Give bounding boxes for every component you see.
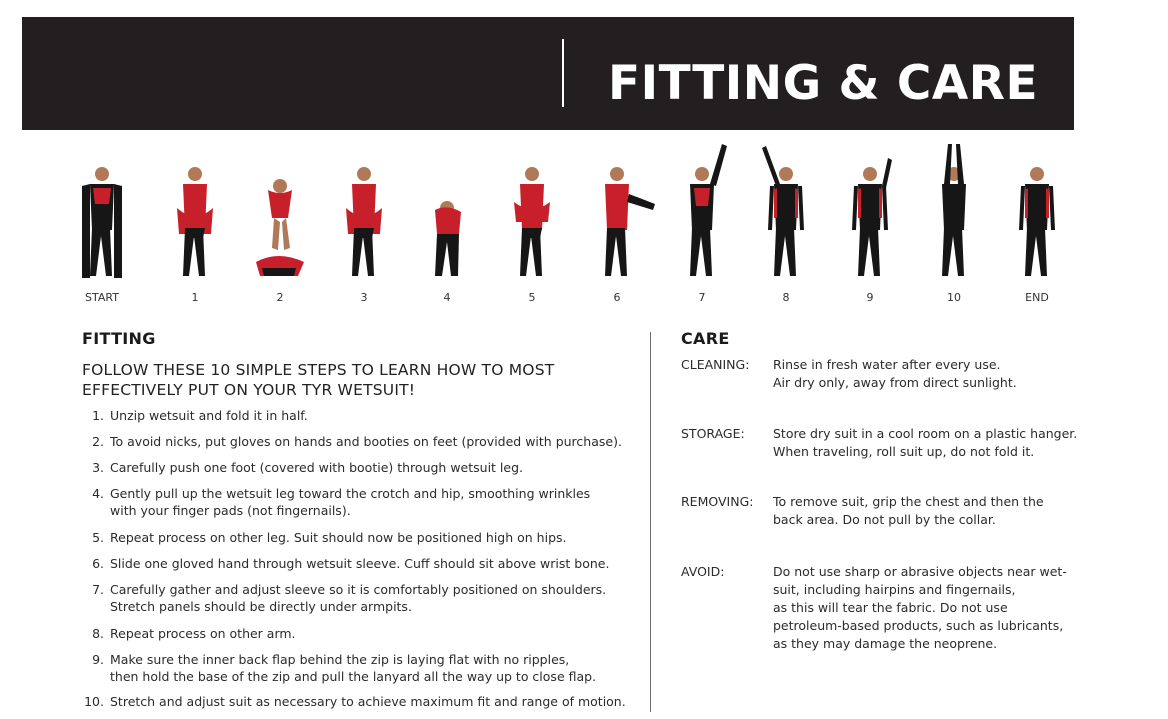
fitting-step-text: Make sure the inner back flap behind the zip is laying flat with no ripples, then hold the base of the zip and pull the lanyard all the way up to close flap. <box>110 652 597 684</box>
column-divider <box>650 332 651 712</box>
step-label: 10 <box>947 291 961 304</box>
step-5 <box>490 138 574 308</box>
step-figure-bend <box>238 138 322 286</box>
step-figure-fold <box>153 138 237 286</box>
care-text: To remove suit, grip the chest and then the back area. Do not pull by the collar. <box>773 494 1044 527</box>
step-6 <box>575 138 659 308</box>
step-1 <box>153 138 237 308</box>
fitting-step-text: Stretch and adjust suit as necessary to achieve maximum fit and range of motion. <box>110 694 626 709</box>
care-heading: CARE <box>681 329 730 348</box>
step-label: 9 <box>866 291 874 304</box>
fitting-step-number: 5. <box>92 530 104 545</box>
fitting-intro: FOLLOW THESE 10 SIMPLE STEPS TO LEARN HOW TO MOST EFFECTIVELY PUT ON YOUR TYR WETSUIT! <box>82 361 555 399</box>
fitting-step-text: Repeat process on other leg. Suit should now be positioned high on hips. <box>110 530 567 545</box>
fitting-step-number: 2. <box>92 434 104 449</box>
fitting-step-number: 8. <box>92 626 104 641</box>
step-label: 7 <box>698 291 706 304</box>
step-7 <box>660 138 744 308</box>
fitting-step-text: To avoid nicks, put gloves on hands and booties on feet (provided with purchase). <box>110 434 622 449</box>
banner-divider <box>562 39 564 107</box>
fitting-step-text: Slide one gloved hand through wetsuit sleeve. Cuff should sit above wrist bone. <box>110 556 610 571</box>
fitting-step-number: 4. <box>92 486 104 501</box>
step-figure-hold <box>60 138 144 286</box>
fitting-step-number: 10. <box>84 694 104 709</box>
step-figure-leg <box>322 138 406 286</box>
step-2 <box>238 138 322 308</box>
step-figure-crouch <box>405 138 489 286</box>
step-4 <box>405 138 489 308</box>
fitting-step-number: 3. <box>92 460 104 475</box>
fitting-step-number: 9. <box>92 652 104 667</box>
fitting-step-text: Carefully push one foot (covered with bootie) through wetsuit leg. <box>110 460 523 475</box>
fitting-step-text: Gently pull up the wetsuit leg toward the crotch and hip, smoothing wrinkles with your finger pads (not fingernails). <box>110 486 591 518</box>
step-start <box>60 138 144 308</box>
care-section <box>681 329 1151 651</box>
step-label: 2 <box>276 291 284 304</box>
step-label: 6 <box>613 291 621 304</box>
step-9 <box>828 138 912 308</box>
step-8 <box>744 138 828 308</box>
fitting-step-number: 1. <box>92 408 104 423</box>
step-label: 5 <box>528 291 536 304</box>
step-label: END <box>1025 291 1049 304</box>
step-label: 8 <box>782 291 790 304</box>
step-figure-hips <box>490 138 574 286</box>
step-end <box>995 138 1079 308</box>
care-label: STORAGE: <box>681 426 745 441</box>
step-figure-zip <box>828 138 912 286</box>
step-label: 1 <box>191 291 199 304</box>
step-3 <box>322 138 406 308</box>
fitting-section <box>82 329 642 709</box>
fitting-heading: FITTING <box>82 329 156 348</box>
header-banner <box>22 17 1074 130</box>
step-10 <box>912 138 996 308</box>
care-label: AVOID: <box>681 564 725 579</box>
fitting-step-text: Repeat process on other arm. <box>110 626 296 641</box>
fitting-step-number: 7. <box>92 582 104 597</box>
care-text: Rinse in fresh water after every use. Air dry only, away from direct sunlight. <box>773 357 1017 390</box>
step-figure-stand <box>995 138 1079 286</box>
page-title: FITTING & CARE <box>608 56 1039 111</box>
care-text: Do not use sharp or abrasive objects near wet- suit, including hairpins and fingernails, as this will tear the fabric. Do not use petroleum-based products, such as lubricants, as they may damage the neoprene. <box>773 564 1067 651</box>
step-illustration-strip <box>60 138 1084 310</box>
step-figure-sleeve <box>575 138 659 286</box>
step-figure-reach <box>660 138 744 286</box>
step-figure-reach-other <box>744 138 828 286</box>
care-label: CLEANING: <box>681 357 750 372</box>
care-text: Store dry suit in a cool room on a plastic hanger. When traveling, roll suit up, do not fold it. <box>773 426 1078 459</box>
fitting-step-text: Carefully gather and adjust sleeve so it is comfortably positioned on shoulders. Stretch panels should be directly under armpits. <box>110 582 607 614</box>
step-label: 3 <box>360 291 368 304</box>
care-label: REMOVING: <box>681 494 754 509</box>
fitting-step-text: Unzip wetsuit and fold it in half. <box>110 408 308 423</box>
fitting-step-number: 6. <box>92 556 104 571</box>
step-figure-stretch <box>912 138 996 286</box>
step-label: 4 <box>443 291 451 304</box>
step-label: START <box>85 291 119 304</box>
